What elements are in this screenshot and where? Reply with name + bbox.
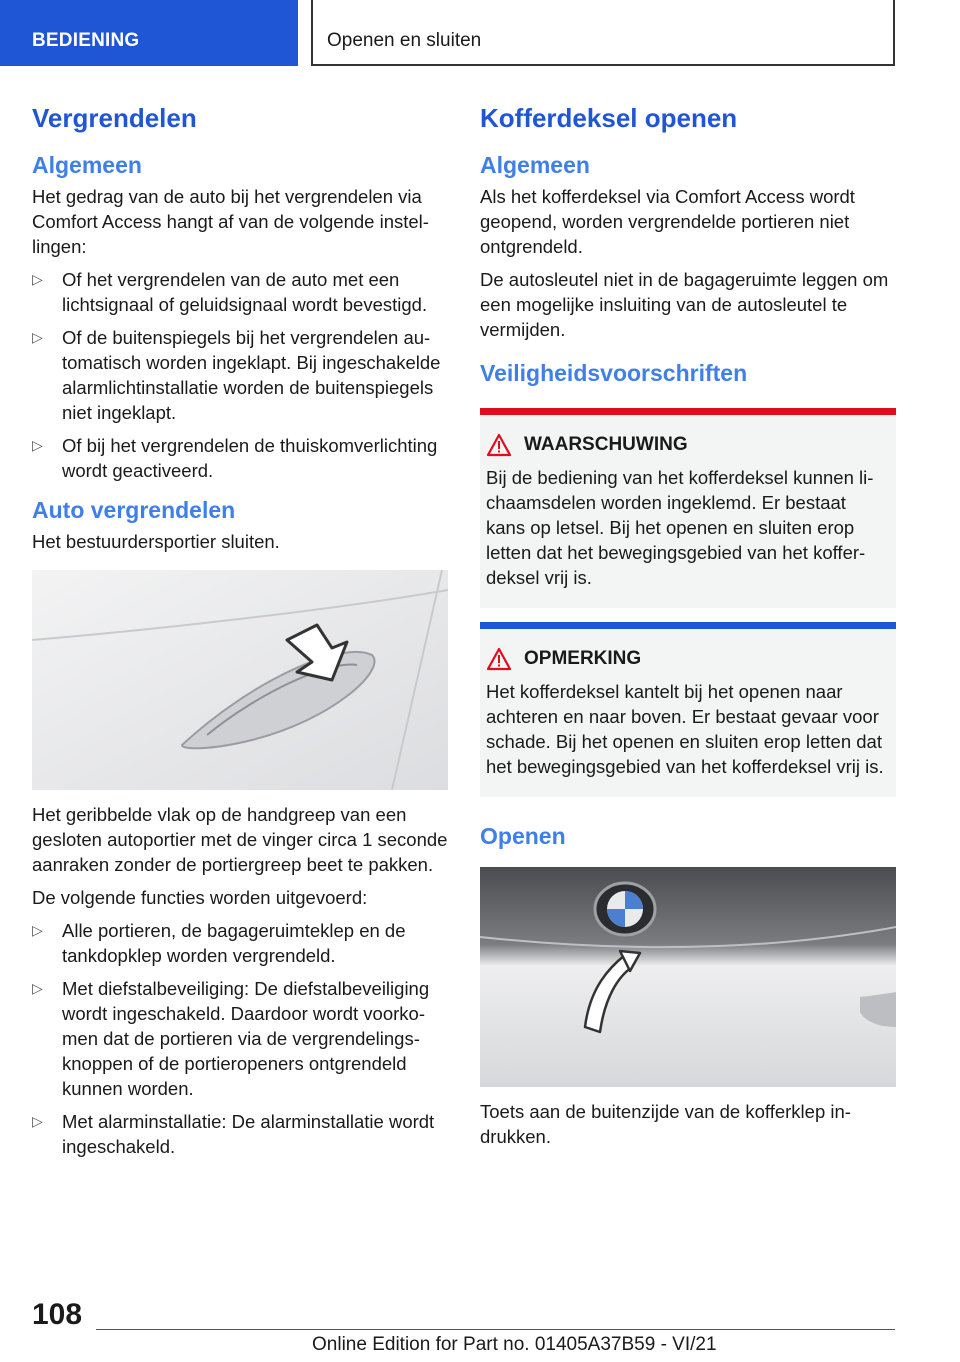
list-item: ▷ Alle portieren, de bagageruimteklep en de tankdopklep worden vergrendeld. [32, 920, 406, 966]
list-item: ▷ Of het vergrendelen van de auto met een lichtsignaal of geluidsignaal wordt bevestigd. [32, 269, 428, 315]
note-header [486, 647, 888, 671]
subheading-general: Algemeen [480, 152, 590, 178]
settings-list [32, 267, 448, 483]
warning-box [480, 408, 896, 608]
general-text-1: Als het kofferdeksel via Comfort Access wordt geopend, worden vergrendelde portieren niet ontgrendeld. [480, 186, 855, 257]
general-text: Het gedrag van de auto bij het vergrendelen via Comfort Access hangt af van de volgende instellingen: [32, 186, 429, 257]
list-item: ▷ Met alarminstallatie: De alarminstallatie wordt ingeschakeld. [32, 1111, 435, 1157]
functions-list [32, 918, 448, 1159]
footer-divider [96, 1329, 895, 1330]
triangle-bullet-icon: ▷ [32, 329, 43, 345]
list-item: ▷ Of bij het vergrendelen de thuiskomverlichting wordt geactiveerd. [32, 435, 438, 481]
subheading-safety: Veiligheidsvoorschriften [480, 360, 748, 386]
warning-title: WAARSCHUWING [524, 434, 688, 455]
functions-intro: De volgende functies worden uitgevoerd: [32, 887, 368, 908]
touch-instructions: Het geribbelde vlak op de handgreep van een gesloten autoportier met de vinger circa 1 seconde aanraken zonder de portiergreep beet te pakken. [32, 804, 448, 875]
triangle-bullet-icon: ▷ [32, 271, 43, 287]
warning-text: Bij de bediening van het kofferdeksel kunnen lichaamsdelen worden ingeklemd. Er bestaat kans op letsel. Bij het openen en sluiten erop letten dat het bewegingsgebied van het kofferdeksel vrij is. [486, 467, 874, 588]
list-item: ▷ Met diefstalbeveiliging: De diefstalbeveiliging wordt ingeschakeld. Daardoor wordt voorkomen dat de portieren via de vergrendelingsknoppen of de portieropeners ontgrendeld kunnen worden. [32, 978, 430, 1099]
section-title: BEDIENING [32, 30, 140, 51]
list-item: ▷ Of de buitenspiegels bij het vergrendelen automatisch worden ingeklapt. Bij ingeschakelde alarmlichtinstallatie worden de buitenspiegels niet ingeklapt. [32, 327, 441, 423]
left-column [32, 100, 448, 1167]
note-text: Het kofferdeksel kantelt bij het openen naar achteren en naar boven. Er bestaat gevaar voor schade. Bij het openen en sluiten erop letten dat het bewegingsgebied van het kofferdeksel vrij is. [486, 681, 884, 777]
right-column [480, 100, 896, 1157]
trunk-button-image [480, 867, 896, 1087]
chapter-tab [311, 0, 895, 66]
note-title: OPMERKING [524, 648, 642, 669]
subheading-open: Openen [480, 823, 566, 849]
subheading-general: Algemeen [32, 152, 142, 178]
general-text-2: De autosleutel niet in de bagageruimte leggen om een mogelijke insluiting van de autosleutel te vermijden. [480, 269, 889, 340]
press-instructions: Toets aan de buitenzijde van de kofferklep indrukken. [480, 1101, 851, 1147]
page-number: 108 [32, 1298, 83, 1331]
triangle-bullet-icon: ▷ [32, 437, 43, 453]
triangle-bullet-icon: ▷ [32, 980, 43, 996]
section-heading-locking: Vergrendelen [32, 103, 197, 133]
warning-triangle-icon [486, 433, 512, 457]
warning-triangle-icon [486, 647, 512, 671]
footer-edition: Online Edition for Part no. 01405A37B59 - VI/21 [312, 1334, 717, 1355]
note-box [480, 622, 896, 797]
section-heading-trunk: Kofferdeksel openen [480, 103, 738, 133]
warning-header [486, 433, 888, 457]
lock-text: Het bestuurdersportier sluiten. [32, 531, 280, 552]
door-handle-image [32, 570, 448, 790]
section-tab [0, 0, 298, 66]
subheading-lock-car: Auto vergrendelen [32, 497, 236, 523]
triangle-bullet-icon: ▷ [32, 922, 43, 938]
triangle-bullet-icon: ▷ [32, 1113, 43, 1129]
chapter-title: Openen en sluiten [327, 30, 482, 51]
